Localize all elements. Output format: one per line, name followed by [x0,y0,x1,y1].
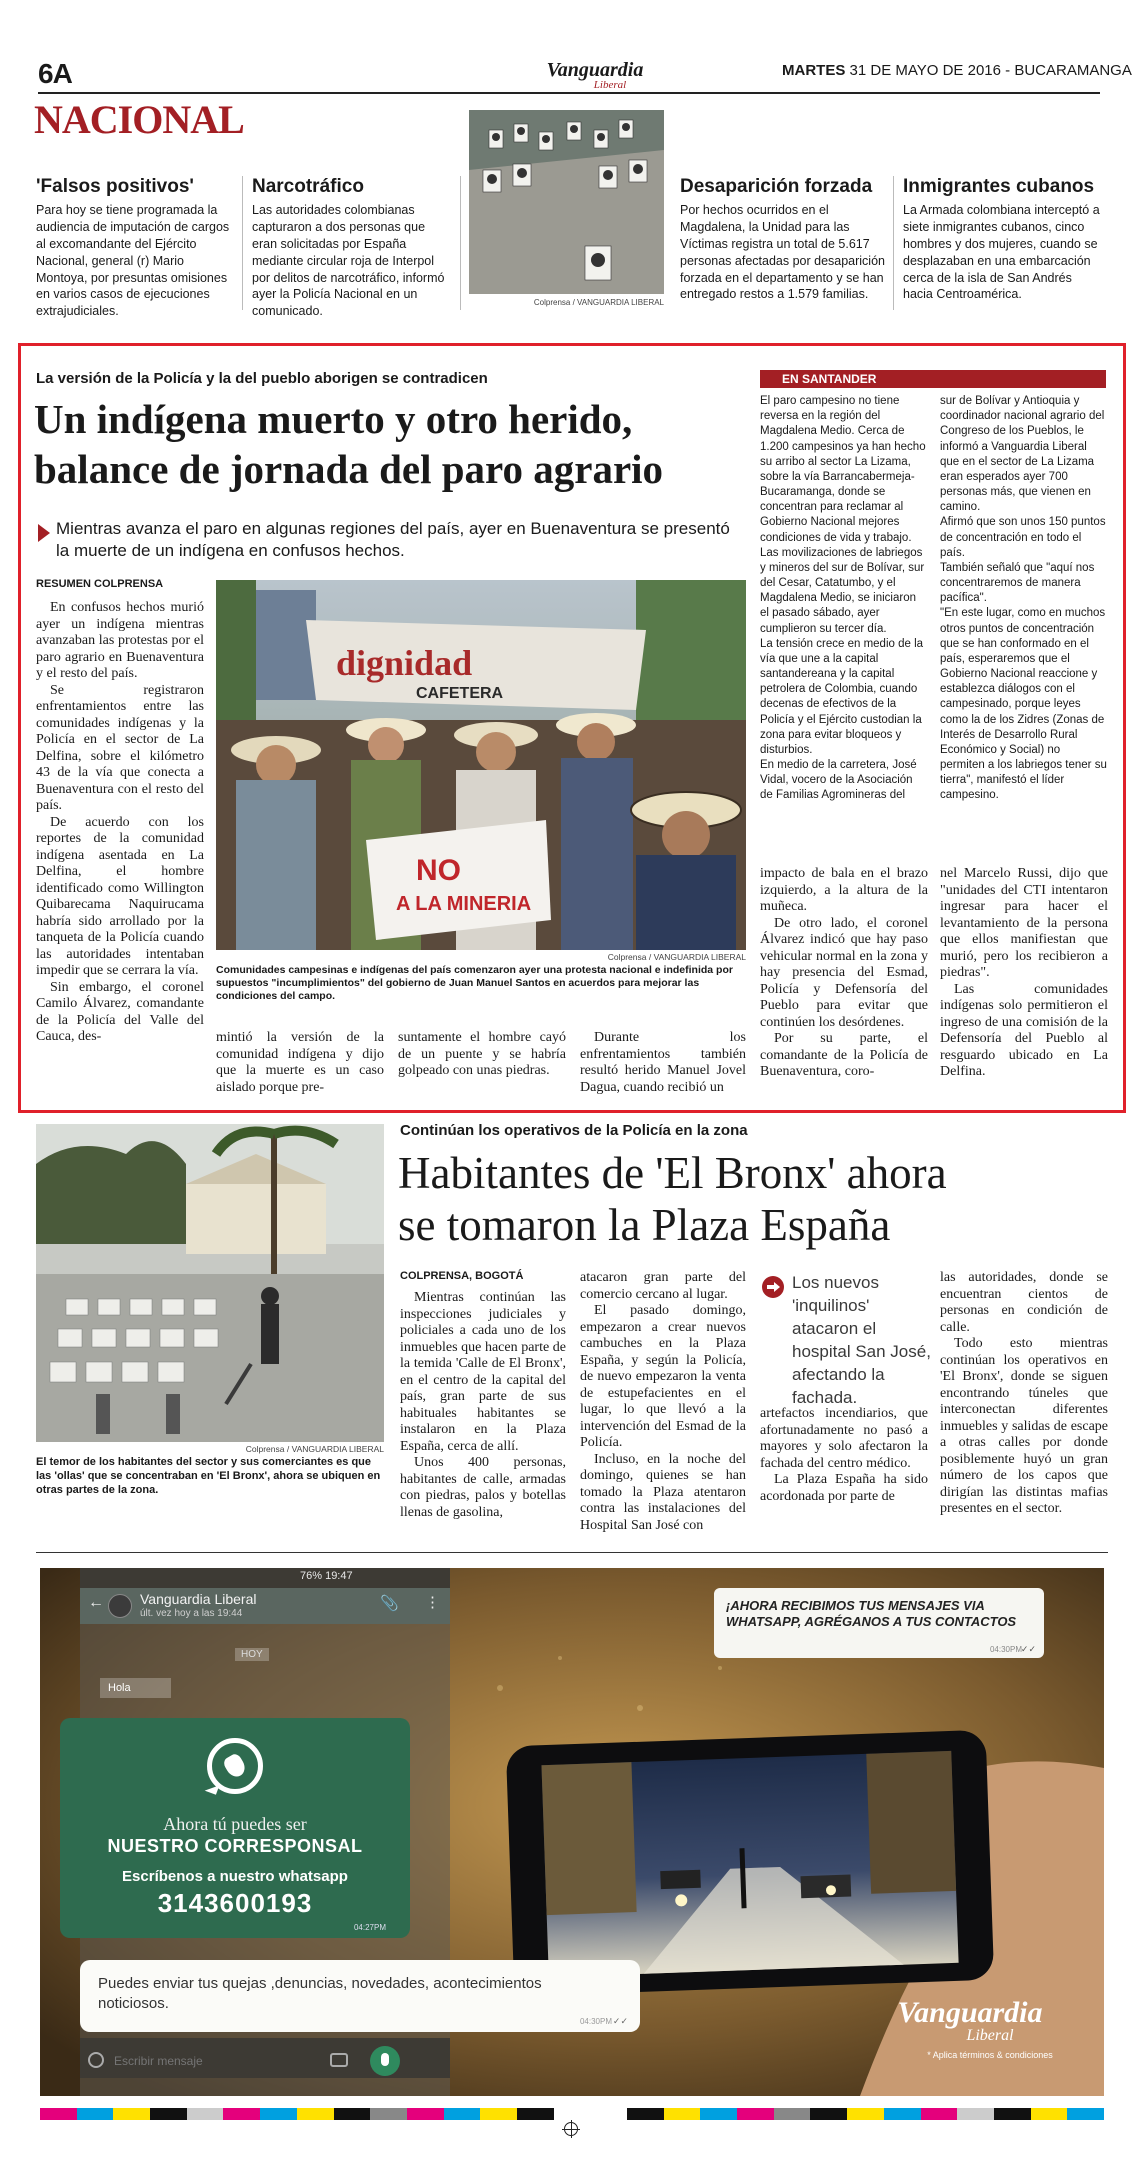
brief-narcotrafico [252,176,452,320]
brief-desaparicion [680,176,890,303]
article1-column-1 [36,600,204,1100]
section-title: NACIONAL [34,97,244,142]
brief-divider [893,176,894,310]
headline-line: Un indígena muerto y otro herido, [34,396,633,442]
protest-photo-caption: Comunidades campesinas e indígenas del país comenzaron ayer una protesta nacional e indefinida por supuestos "incumplimientos" del gobierno de Juan Manuel Santos en acuerdos para mejorar las condiciones del campo. [216,964,733,1003]
issue-date [782,62,1132,79]
article1-column-5 [760,866,928,1102]
memorial-photo [469,110,664,294]
ad-terms: * Aplica términos & condiciones [927,2050,1053,2060]
brief-text: La Armada colombiana interceptó a siete inmigrantes cubanos, cinco hombres y dos mujeres, cuando se desplazaban en una embarcación cerca de la isla de San Andrés hacia Centroamérica. [903,203,1100,302]
protest-photo-credit: Colprensa / VANGUARDIA LIBERAL [607,952,746,962]
ad-top-rule [36,1552,1108,1553]
message-input[interactable] [114,2050,314,2072]
logo-main: Vanguardia [546,59,644,81]
sidebar-column-2 [940,394,1108,844]
protest-illustration [216,580,746,950]
paragraph: impacto de bala en el brazo izquierdo, a la altura de la muñeca. [760,866,928,915]
brief-photo-credit: Colprensa / VANGUARDIA LIBERAL [533,298,664,307]
sign-text: A LA MINERIA [396,893,532,915]
message-text: Puedes enviar tus quejas ,denuncias, novedades, acontecimientos noticiosos. [98,1975,542,2012]
brief-inmigrantes [903,176,1103,303]
article2-column-2 [580,1270,746,1538]
sidebar-column-1 [760,394,928,844]
card-time: 04:27PM [353,1923,386,1932]
paragraph: las autoridades, donde se encuentran cientos de personas en condición de calle. [940,1270,1108,1335]
plaza-illustration [36,1124,384,1442]
banner-text: CAFETERA [416,685,504,702]
article2-kicker: Continúan los operativos de la Policía en la zona [400,1122,748,1139]
article2-column-1 [400,1290,566,1538]
paragraph: Todo esto mientras continúan los operativos en 'El Bronx', donde se siguen encontrando túneles que interconectan diferentes inmuebles y salidas de escape a otras calles por donde posiblemente huyó un gran número de los capos que dirigían las distintas mafias presentes en el sector. [940,1336,1108,1517]
paragraph: mintió la versión de la comunidad indígena y dijo que la muerte es un caso aislado porque pre- [216,1030,384,1095]
print-color-bar [40,2108,1104,2120]
issue-city: - BUCARAMANGA [1005,62,1132,79]
brief-divider [460,176,461,310]
correspondent-card [60,1718,410,1938]
plaza-photo-caption: El temor de los habitantes del sector y sus comerciantes es que las 'ollas' que se concentraban en 'El Bronx', ahora se ubiquen en otras partes de la zona. [36,1456,381,1496]
back-arrow-icon[interactable]: ← [88,1594,104,1611]
headline-line: se tomaron la Plaza España [398,1199,891,1250]
paragraph: De acuerdo con los reportes de la comunidad indígena asentada en La Delfina, el hombre identificado como Willington Quibarecama Naquirucama habría sido arrollado por la tanqueta de la Policía cuando las autoridades intentaban impedir que se cerrara la vía. [36,814,204,979]
article1-column-3 [398,1030,566,1100]
message-time: 04:30PM [579,2017,612,2026]
paragraph: Incluso, en la noche del domingo, quienes se han tomado la Plaza atentaron contra las instalaciones del Hospital San José con [580,1451,746,1533]
camera-icon[interactable] [330,2053,348,2067]
plaza-photo-credit: Colprensa / VANGUARDIA LIBERAL [245,1444,384,1454]
paragraph: Unos 400 personas, habitantes de calle, armadas con piedras, palos y botellas llenas de gasolina, [400,1455,566,1520]
brief-title: Inmigrantes cubanos [903,176,1095,197]
brief-title: Desaparición forzada [680,176,873,197]
chat-header [80,1588,450,1624]
card-line-1: Ahora tú puedes ser [163,1814,307,1834]
paragraph: artefactos incendiarios, que afortunadamente no pasó a mayores y solo afectaron la fachada del centro médico. [760,1406,928,1471]
article2-headline [398,1148,1118,1252]
paragraph: El paro campesino no tiene reversa en la región del Magdalena Medio. Cerca de 1.200 campesinos ya han hecho su arribo al sector La Lizama, sobre la vía Barrancabermeja-Bucaramanga, donde se concentran para reclamar al Gobierno Nacional mejores condiciones de vida y trabajo. [760,395,926,544]
message-bubble [80,1960,640,2032]
double-check-icon: ✓✓ [1020,1644,1036,1654]
ad-logo-main: Vanguardia [897,1996,1043,2029]
paragraph: En medio de la carretera, José Vidal, vocero de la Asociación de Familias Agromineras del [760,759,917,802]
paragraph: Sin embargo, el coronel Camilo Álvarez, comandante de la Policía del Valle del Cauca, des- [36,979,204,1045]
registration-mark-icon [564,2122,578,2136]
sidebar-label: EN SANTANDER [760,370,1106,388]
paragraph: El pasado domingo, empezaron a crear nuevos cambuches en la Plaza España, y según la Policía, de nuevo empezaron la venta de estupefacientes en el lugar, lo que llevó a la intervención del Esmad de la Policía. [580,1303,746,1451]
sign-text: NO [416,854,461,887]
brief-title: 'Falsos positivos' [36,176,194,197]
headline-line: balance de jornada del paro agrario [34,446,664,493]
brief-title: Narcotráfico [252,176,364,197]
message-input-bar [80,2044,410,2078]
callout-text: ¡AHORA RECIBIMOS TUS MENSAJES VIA WHATSAPP, AGRÉGANOS A TUS CONTACTOS [726,1598,1017,1630]
brief-text: Para hoy se tiene programada la audiencia de imputación de cargos al excomandante del Ejército Nacional, general (r) Mario Montoya, por presuntas omisiones en varios casos de ejecuciones extrajudiciales. [36,203,230,319]
brief-falsos-positivos [36,176,236,320]
whatsapp-icon [207,1738,263,1794]
paragraph: Mientras continúan las inspecciones judiciales y policiales a cada uno de los inmuebles que hacen parte de la temida 'Calle de El Bronx', en el centro de la capital del país, gran parte de sus habituales habitantes se instalaron en la Plaza España, cerca de allí. [400,1290,566,1454]
article2-column-4 [940,1270,1108,1538]
banner-text: dignidad [336,643,473,683]
paragraph: "En este lugar, como en muchos otros puntos de concentración que se han conformado en el país, esperaremos que el Gobierno Nacional reaccione y establezca diálogos con el campesinado, porque leyes como la de los Zidres (Zonas de Interés de Desarrollo Rural Económico y Social) no permiten a los labriegos tener su tierra", manifestó el líder campesino. [940,607,1107,802]
article1-column-4 [580,1030,746,1100]
phone-status-bar: 76% 19:47 [300,1570,353,1582]
paragraph: Las comunidades indígenas solo permitieron el ingreso de una comisión de la Defensoría del Pueblo al resguardo ubicado en La Delfina. [940,981,1108,1080]
brief-photo [469,110,664,294]
pullquote: Los nuevos 'inquilinos' atacaron el hospital San José, afectando la fachada. [792,1273,931,1407]
double-check-icon: ✓✓ [612,2016,628,2026]
pullquote-arrow-icon [762,1276,784,1298]
menu-icon[interactable]: ⋮ [425,1594,440,1611]
chat-avatar[interactable] [108,1594,132,1618]
ad-logo-sub: Liberal [966,2027,1014,2044]
issue-day: MARTES [782,62,846,79]
emoji-icon[interactable] [88,2052,104,2068]
summary-arrow-icon [38,524,50,542]
callout-bubble [714,1588,1044,1658]
paragraph: Afirmó que son unos 150 puntos de concentración en todo el país. [940,516,1106,559]
chat-greeting: Hola [100,1678,171,1698]
brief-text: Las autoridades colombianas capturaron a dos personas que eran solicitadas por España mediante circular roja de Interpol por delitos de narcotráfico, informó ayer la Policía Nacional en un comunicado. [252,203,445,319]
brief-text: Por hechos ocurridos en el Magdalena, la Unidad para las Víctimas registra un total de 5.617 personas afectadas por desaparición forzada en el departamento y se han entregado restos a 1.579 familias. [680,203,885,302]
article1-column-6 [940,866,1108,1102]
whatsapp-ad [40,1568,1104,2096]
card-line-2: NUESTRO CORRESPONSAL [107,1836,363,1856]
paragraph: Las movilizaciones de labriegos y mineros del sur de Bolívar, sur del Cesar, Catatumbo, y el Magdalena Medio, se iniciaron el pasado sábado, ayer cumplieron su tercer día. [760,546,925,635]
header-rule [38,92,1100,94]
article1-byline: RESUMEN COLPRENSA [36,578,164,590]
paragraph: Se registraron enfrentamientos entre las comunidades indígenas y la Policía en el sector de La Delfina, sobre el kilómetro 43 de la vía que conecta a Buenaventura con el resto del país. [36,682,204,814]
chat-day-label: HOY [235,1648,269,1661]
paragraph: La tensión crece en medio de la vía que une a la capital santandereana y la capital petrolera de Colombia, cuando decenas de efectivos de la Policía y el Ejército custodian la zona para evitar bloqueos y disturbios. [760,637,924,756]
paragraph: sur de Bolívar y Antioquia y coordinador nacional agrario del Congreso de los Pueblos, le informó a Vanguardia Liberal que en el sector de La Lizama eran esperados ayer 700 personas más, que vienen en camino. [940,395,1105,514]
paragraph: También señaló que "aquí nos concentraremos de manera pacífica". [940,561,1095,605]
paragraph: suntamente el hombre cayó de un puente y se habría golpeado con unas piedras. [398,1030,566,1079]
microphone-button[interactable] [370,2046,400,2076]
article2-column-3 [760,1406,928,1538]
brief-divider [242,176,243,310]
attach-icon[interactable]: 📎 [380,1595,399,1612]
plaza-photo [36,1124,384,1442]
microphone-icon [381,2053,389,2066]
whatsapp-phone-number[interactable]: 3143600193 [157,1888,313,1918]
card-line-3: Escríbenos a nuestro whatsapp [122,1868,348,1885]
logo-sub: Liberal [593,79,627,91]
chat-last-seen: últ. vez hoy a las 19:44 [140,1608,243,1619]
article1-kicker: La versión de la Policía y la del pueblo aborigen se contradicen [36,370,488,387]
headline-line: Habitantes de 'El Bronx' ahora [398,1148,947,1198]
issue-date-text: 31 DE MAYO DE 2016 [849,62,1001,79]
chat-name[interactable]: Vanguardia Liberal [140,1591,257,1607]
paragraph: Durante los enfrentamientos también resultó herido Manuel Jovel Dagua, cuando recibió un [580,1030,746,1095]
article2-byline: COLPRENSA, BOGOTÁ [400,1270,524,1282]
article1-summary: Mientras avanza el paro en algunas regiones del país, ayer en Buenaventura se presentó la muerte de un indígena en confusos hechos. [56,519,730,561]
masthead-logo [540,60,650,91]
paragraph: La Plaza España ha sido acordonada por parte de [760,1472,928,1504]
paragraph: nel Marcelo Russi, dijo que "unidades del CTI intentaron ingresar para hacer el levantamiento de la persona que ellos manifiestan que murió, pero los recibieron a piedras". [940,866,1108,981]
paragraph: En confusos hechos murió ayer un indígena mientras avanzaban las protestas por el paro agrario en Buenaventura y el resto del país. [36,600,204,682]
paragraph: atacaron gran parte del comercio cercano al lugar. [580,1270,746,1302]
ad-logo [870,1998,1070,2060]
article1-column-2 [216,1030,384,1100]
article1-headline [34,394,754,494]
protest-photo [216,580,746,950]
callout-time: 04:30PM [989,1645,1022,1654]
paragraph: De otro lado, el coronel Álvarez indicó que hay paso vehicular normal en la zona y hay presencia del Esmad, Policía y Defensoría del Pueblo para evitar que continúen los desórdenes. [760,915,928,1030]
page-number: 6A [38,58,72,89]
paragraph: Por su parte, el comandante de la Policía de Buenaventura, coro- [760,1031,928,1080]
